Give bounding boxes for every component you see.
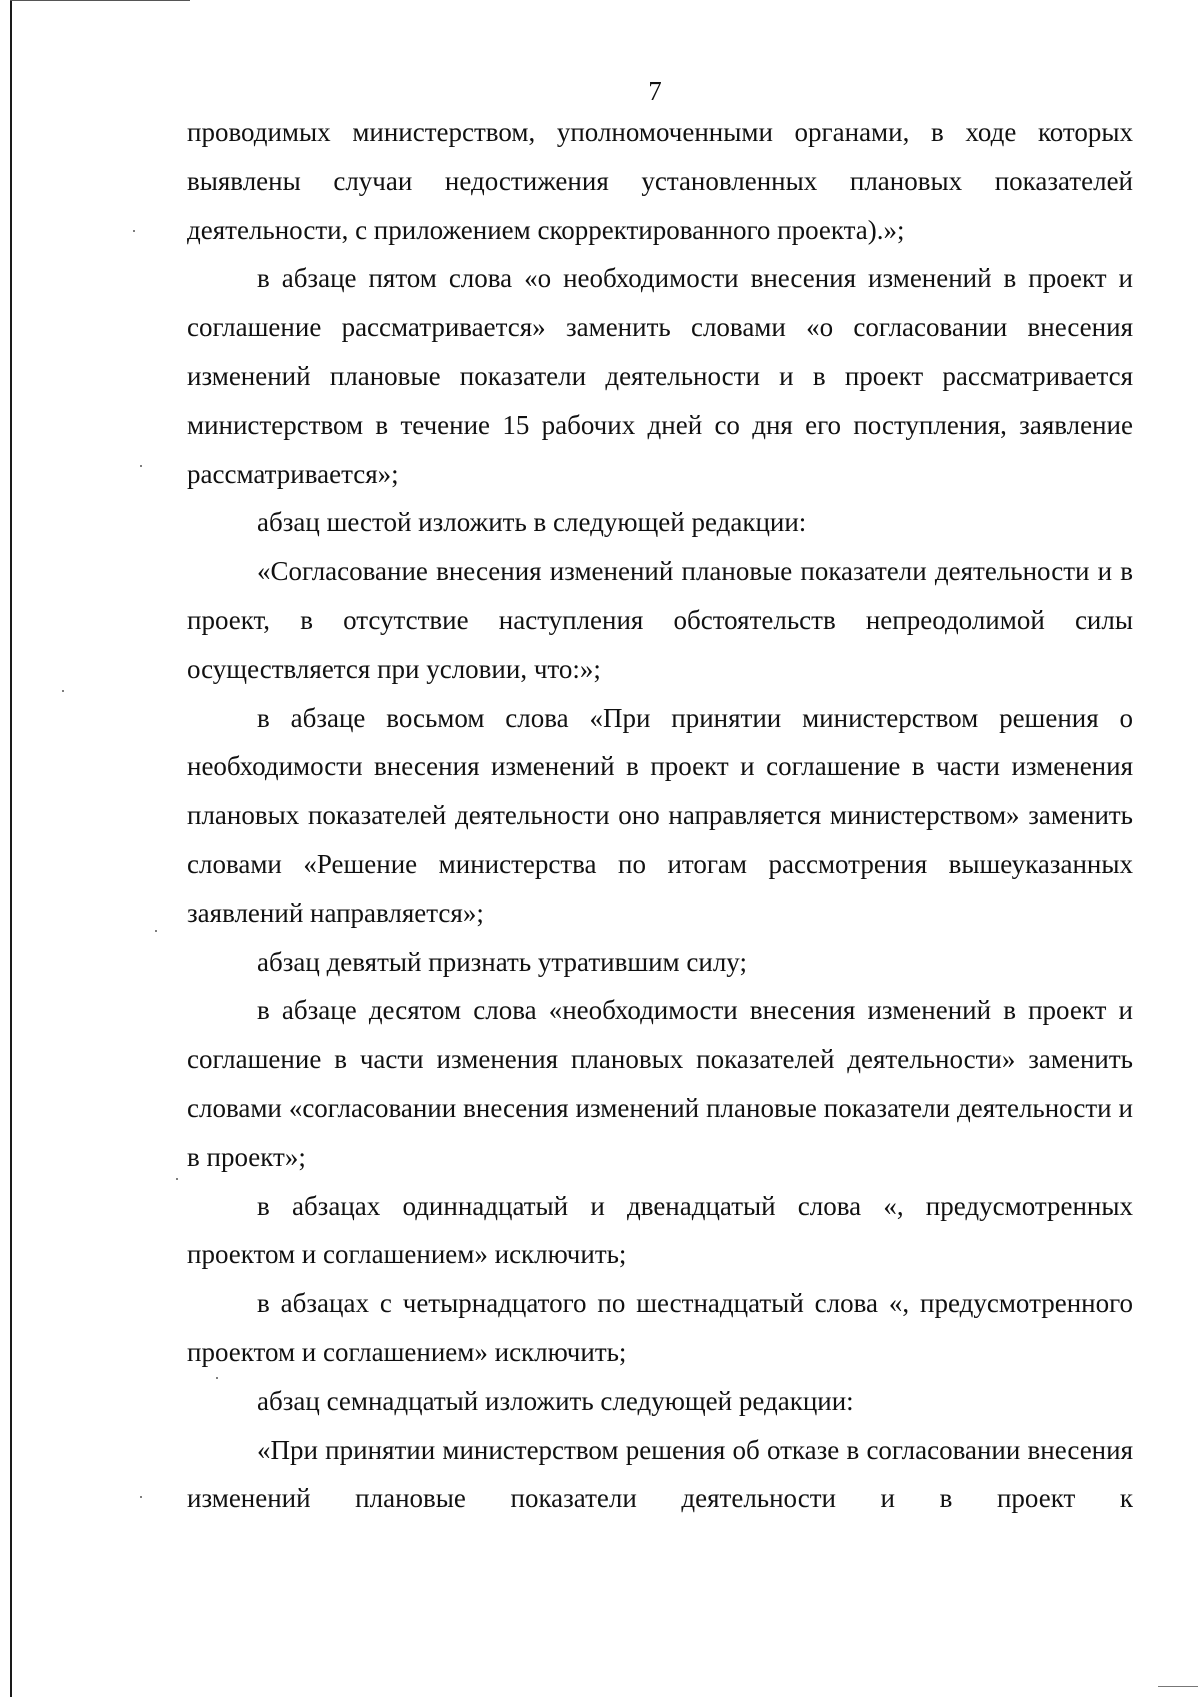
paragraph-amendment-10: в абзаце десятом слова «необходимости внесения изменений в проект и соглашение в части изменения плановых показателей деятельности» заменить словами «согласовании внесения изменений плановые показатели деятельности и в проект»;: [187, 995, 1133, 1172]
page-number: 7: [648, 76, 662, 106]
paragraph-amendment-14-16: в абзацах с четырнадцатого по шестнадцатый слова «, предусмотренного проектом и соглашением» исключить;: [187, 1288, 1133, 1367]
document-body: [187, 108, 1133, 1523]
scan-speck: [155, 930, 157, 932]
scan-edge-left: [10, 0, 12, 1697]
paragraph-amendment-6: абзац шестой изложить в следующей редакции:: [257, 507, 807, 538]
scan-speck: [176, 1178, 178, 1180]
scan-footer-mark: [1158, 1686, 1198, 1687]
paragraph-amendment-17: абзац семнадцатый изложить следующей редакции:: [257, 1385, 854, 1416]
paragraph-amendment-11-12: в абзацах одиннадцатый и двенадцатый слова «, предусмотренных проектом и соглашением» исключить;: [187, 1190, 1133, 1270]
paragraph-amendment-5: в абзаце пятом слова «о необходимости внесения изменений в проект и соглашение рассматривается» заменить словами «о согласовании внесения изменений плановые показатели деятельности и в проект рассматривается министерством в течение 15 рабочих дней со дня его поступления, заявление рассматривается»;: [187, 263, 1133, 489]
scan-speck: [140, 465, 142, 467]
scan-speck: [133, 230, 135, 232]
paragraph-quote-17: «При принятии министерством решения об отказе в согласовании внесения изменений плановые показатели деятельности и в проект к: [187, 1434, 1133, 1514]
paragraph-amendment-8: в абзаце восьмом слова «При принятии министерством решения о необходимости внесения изменений в проект и соглашение в части изменения плановых показателей деятельности оно направляется министерством» заменить словами «Решение министерства по итогам рассмотрения вышеуказанных заявлений направляется»;: [187, 702, 1133, 928]
scan-edge-top: [10, 0, 190, 1]
paragraph-continuation: проводимых министерством, уполномоченными органами, в ходе которых выявлены случаи недостижения установленных плановых показателей деятельности, с приложением скорректированного проекта).»;: [187, 117, 1133, 245]
scan-speck: [216, 1377, 218, 1379]
scan-speck: [62, 690, 64, 692]
scan-speck: [140, 1496, 142, 1498]
paragraph-amendment-9: абзац девятый признать утратившим силу;: [257, 946, 747, 977]
paragraph-quote-6: «Согласование внесения изменений плановые показатели деятельности и в проект, в отсутствие наступления обстоятельств непреодолимой силы осуществляется при условии, что:»;: [187, 556, 1133, 684]
